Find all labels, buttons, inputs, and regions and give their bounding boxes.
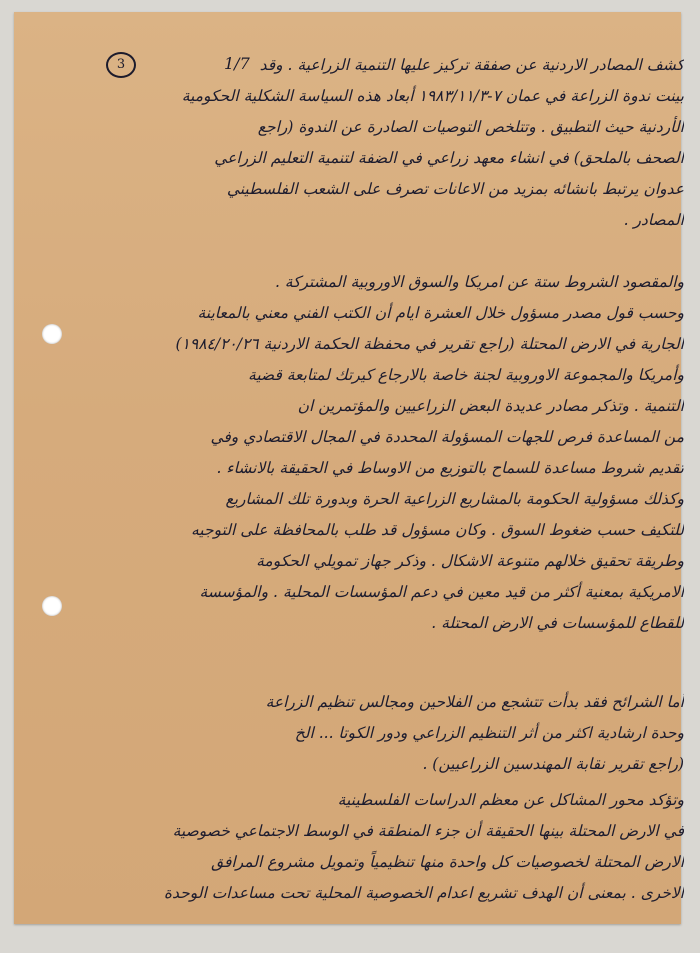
text-line: كشف المصادر الاردنية عن صفقة تركيز عليها التنمية الزراعية . وقد <box>259 56 684 74</box>
text-line: للتكيف حسب ضغوط السوق . وكان مسؤول قد طلب بالمحافظة على التوجيه <box>191 521 684 539</box>
text-line: المصادر . <box>623 211 684 229</box>
text-line: وحدة ارشادية اكثر من أثر التنظيم الزراعي ودور الكوتا ... الخ <box>294 724 684 742</box>
text-line: وطريقة تحقيق خلالهم متنوعة الاشكال . وذكر جهاز تمويلي الحكومة <box>256 552 684 570</box>
text-line: الامريكية بمعنية أكثر من قيد معين في دعم المؤسسات المحلية . والمؤسسة <box>199 583 684 601</box>
text-line: وحسب قول مصدر مسؤول خلال العشرة ايام أن الكتب الفني معني بالمعاينة <box>197 304 684 322</box>
text-line: عدوان يرتبط بانشائه بمزيد من الاعانات تصرف على الشعب الفلسطيني <box>226 180 684 198</box>
text-line: (راجع تقرير نقابة المهندسين الزراعيين) . <box>422 755 684 773</box>
text-line: وتؤكد محور المشاكل عن معظم الدراسات الفلسطينية <box>337 791 684 809</box>
document-page <box>14 12 684 924</box>
text-line: الجارية في الارض المحتلة (راجع تقرير في محفظة الحكمة الاردنية ١٩٨٤/٢٠/٢٦) <box>175 335 684 353</box>
text-line: الارض المحتلة لخصوصيات كل واحدة منها تنظيمياً وتمويل مشروع المرافق <box>211 853 684 871</box>
paragraph-3 <box>44 687 684 780</box>
text-line: بينت ندوة الزراعة في عمان ٧-١٩٨٣/١١/٣ أبعاد هذه السياسة الشكلية الحكومية <box>181 87 684 105</box>
text-line: للقطاع للمؤسسات في الارض المحتلة . <box>431 614 684 632</box>
text-line: من المساعدة فرص للجهات المسؤولة المحددة في المجال الاقتصادي وفي <box>210 428 684 446</box>
text-line: وأمريكا والمجموعة الاوروبية لجنة خاصة بالارجاع كيرتك لمتابعة قضية <box>248 366 684 384</box>
punch-hole-top <box>42 324 62 344</box>
punch-hole-bottom <box>42 596 62 616</box>
text-line: أما الشرائح فقد بدأت تتشجع من الفلاحين ومجالس تنظيم الزراعة <box>265 693 684 711</box>
text-line: في الارض المحتلة بينها الحقيقة أن جزء المنطقة في الوسط الاجتماعي خصوصية <box>172 822 684 840</box>
text-line: الأردنية حيث التطبيق . وتتلخص التوصيات الصادرة عن الندوة (راجع <box>257 118 684 136</box>
text-line: الصحف بالملحق) في انشاء معهد زراعي في الضفة لتنمية التعليم الزراعي <box>214 149 684 167</box>
paragraph-4 <box>44 785 684 909</box>
text-line: التنمية . وتذكر مصادر عديدة البعض الزراعيين والمؤتمرين ان <box>297 397 684 415</box>
text-line: والمقصود الشروط ستة عن امريكا والسوق الاوروبية المشتركة . <box>274 273 684 291</box>
page-number: 1/7 <box>224 54 250 73</box>
text-line: تقديم شروط مساعدة للسماح بالتوزيع من الاوساط في الحقيقة بالانشاء . <box>216 459 684 477</box>
paragraph-1 <box>44 50 684 236</box>
paragraph-2 <box>44 267 684 639</box>
circled-page-mark: 3 <box>106 52 136 78</box>
text-line: الاخرى . بمعنى أن الهدف تشريع اعدام الخصوصية المحلية تحت مساعدات الوحدة <box>163 884 684 902</box>
text-line: وكذلك مسؤولية الحكومة بالمشاريع الزراعية الحرة وبدورة تلك المشاريع <box>225 490 684 508</box>
